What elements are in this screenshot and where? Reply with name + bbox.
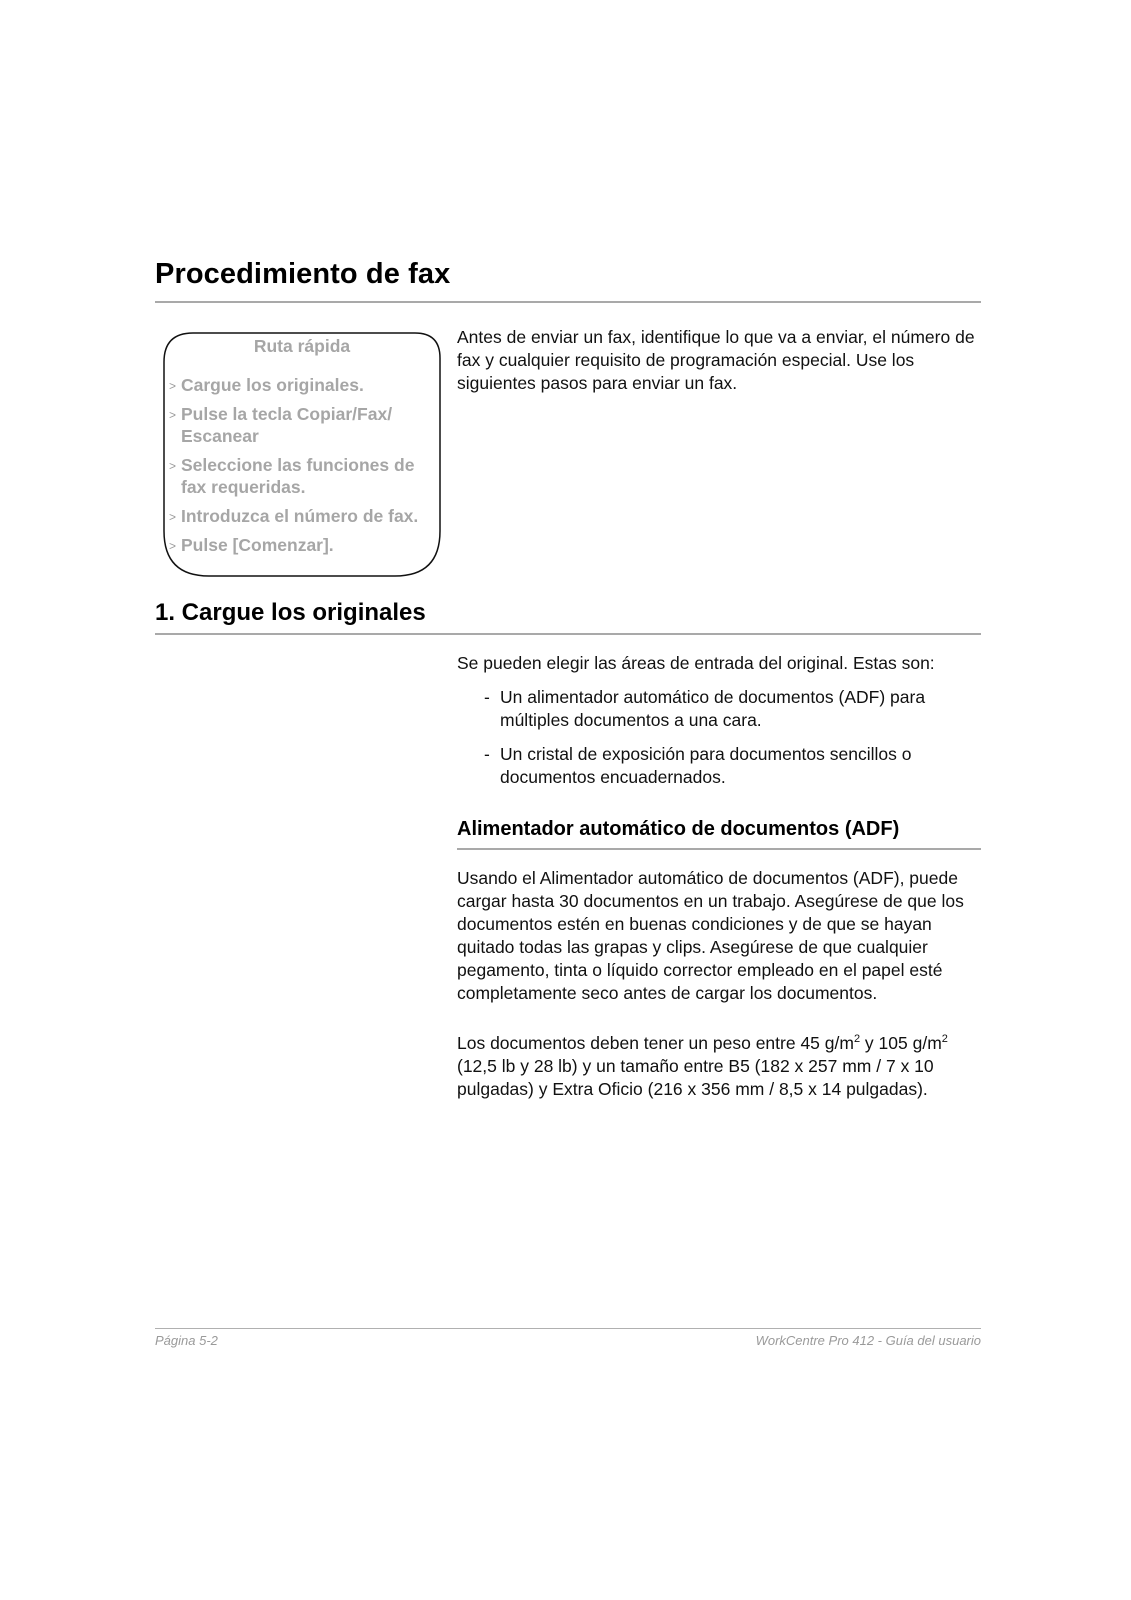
document-weight-paragraph: Los documentos deben tener un peso entre 45 $g/m^2$ y 105 $g/m^2$ (12,5 lb y 28 lb) y un tamaño entre B5 (182 x 257 mm / 7 x 10 pulgadas) y Extra Oficio (216 x 356 mm / 8,5 x 14 pulgadas). xyxy=(457,1033,948,1099)
input-areas-paragraph: Se pueden elegir las áreas de entrada del original. Estas son: xyxy=(457,653,935,673)
triangle-right-icon: > xyxy=(169,510,177,524)
section-heading-load-originals: 1. Cargue los originales xyxy=(155,599,426,626)
footer-divider xyxy=(155,1328,981,1329)
quick-path-list xyxy=(169,374,439,563)
list-item: - Un cristal de exposición para documentos sencillos o documentos encuadernados. xyxy=(484,744,912,787)
list-item: - Un alimentador automático de documentos (ADF) para múltiples documentos a una cara. xyxy=(484,687,926,730)
intro-paragraph: Antes de enviar un fax, identifique lo que va a enviar, el número de fax y cualquier requisito de programación especial. Use los siguientes pasos para enviar un fax. xyxy=(457,327,975,393)
quick-path-item: > Cargue los originales. xyxy=(169,375,364,395)
input-areas-list xyxy=(484,686,974,800)
quick-path-item: > Pulse la tecla Copiar/Fax/ Escanear xyxy=(169,404,393,446)
guide-title: WorkCentre Pro 412 - Guía del usuario xyxy=(755,1333,981,1348)
quick-path-item: > Pulse [Comenzar]. xyxy=(169,535,334,555)
subsection-heading-adf: Alimentador automático de documentos (ADF) xyxy=(457,818,900,840)
triangle-right-icon: > xyxy=(169,459,177,473)
title-divider xyxy=(155,301,981,303)
adf-paragraph: Usando el Alimentador automático de documentos (ADF), puede cargar hasta 30 documentos en un trabajo. Asegúrese de que los documentos estén en buenas condiciones y de que se hayan quitado todas las grapas y clips. Asegúrese de que cualquier pegamento, tinta o líquido corrector empleado en el papel esté completamente seco antes de cargar los documentos. xyxy=(457,868,964,1003)
page-number: Página 5-2 xyxy=(155,1333,218,1348)
quick-path-item: > Seleccione las funciones de fax requeridas. xyxy=(169,455,415,497)
page-title: Procedimiento de fax xyxy=(155,258,451,290)
quick-path-box xyxy=(163,332,441,577)
section-divider xyxy=(155,633,981,635)
triangle-right-icon: > xyxy=(169,408,177,422)
triangle-right-icon: > xyxy=(169,539,177,553)
subsection-divider xyxy=(457,848,981,850)
quick-path-title: Ruta rápida xyxy=(253,336,351,356)
triangle-right-icon: > xyxy=(169,379,177,393)
quick-path-item: > Introduzca el número de fax. xyxy=(169,506,419,526)
dash-bullet-icon: - xyxy=(484,687,490,707)
dash-bullet-icon: - xyxy=(484,744,490,764)
